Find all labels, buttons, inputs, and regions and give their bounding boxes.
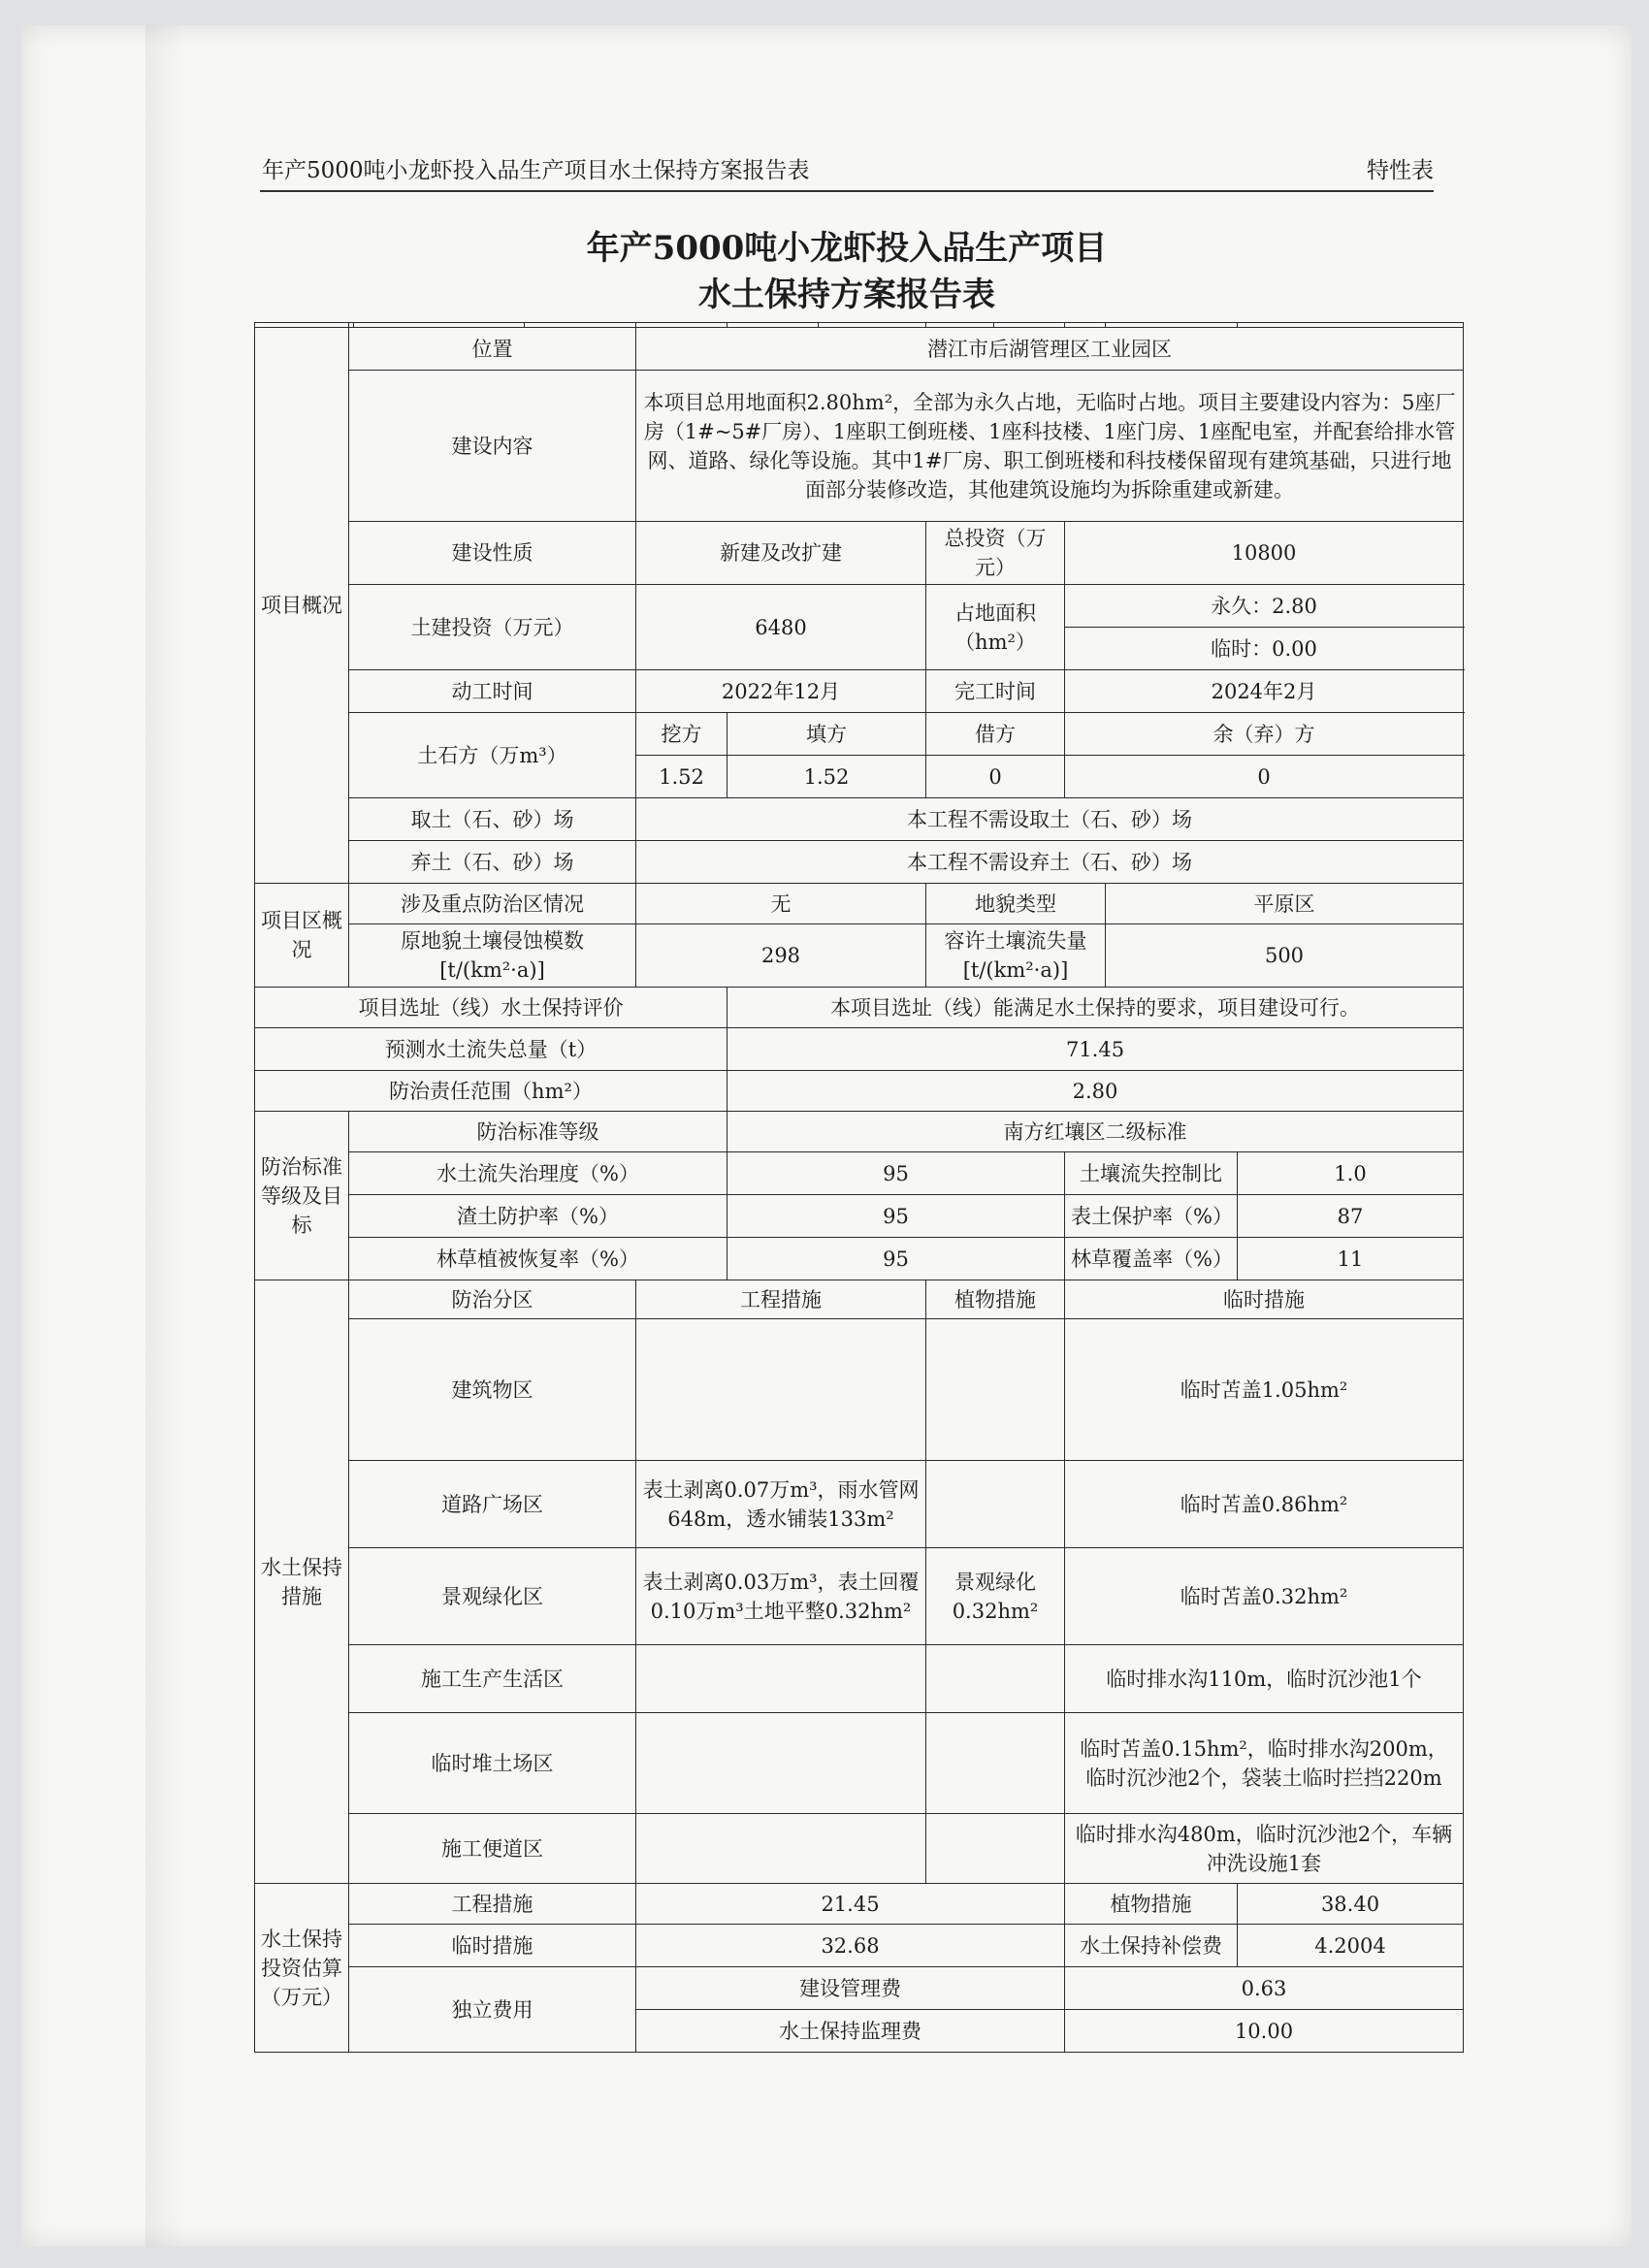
nature-label: 建设性质 — [349, 522, 636, 585]
earthwork-surplus: 0 — [1065, 756, 1464, 798]
area-label: 占地面积（hm²） — [926, 585, 1065, 670]
grade-label: 防治标准等级 — [349, 1112, 728, 1152]
landform-label: 地貌类型 — [926, 884, 1106, 924]
measures-temporary: 临时苫盖0.86hm² — [1065, 1461, 1464, 1548]
measures-plant — [926, 1645, 1065, 1713]
target-1-value: 95 — [728, 1152, 1065, 1195]
running-header-title: 年产5000吨小龙虾投入品生产项目水土保持方案报告表 — [262, 158, 810, 183]
end-label: 完工时间 — [926, 670, 1065, 713]
earthwork-excavation: 1.52 — [636, 756, 728, 798]
allowable-loss-text: 容许土壤流失量 — [944, 929, 1087, 953]
invest-supv-value: 10.00 — [1065, 2010, 1464, 2053]
target-1-label: 水土流失治理度（%） — [349, 1152, 728, 1195]
section-investment: 水土保持投资估算（万元） — [255, 1884, 349, 2053]
invest-supv-label: 水土保持监理费 — [636, 2010, 1065, 2053]
spoil-site-label: 弃土（石、砂）场 — [349, 841, 636, 884]
erosion-value: 298 — [636, 924, 926, 988]
measures-zone: 临时堆土场区 — [349, 1713, 636, 1814]
target-2b-label: 表土保护率（%） — [1065, 1195, 1238, 1238]
measures-engineering — [636, 1814, 926, 1884]
measures-engineering — [636, 1319, 926, 1461]
measures-temporary: 临时苫盖1.05hm² — [1065, 1319, 1464, 1461]
invest-temp-label: 临时措施 — [349, 1925, 636, 1967]
target-3-label: 林草植被恢复率（%） — [349, 1238, 728, 1280]
invest-temp-value: 32.68 — [636, 1925, 1065, 1967]
borrow-site-label: 取土（石、砂）场 — [349, 798, 636, 841]
measures-plant: 景观绿化0.32hm² — [926, 1548, 1065, 1645]
invest-mgmt-value: 0.63 — [1065, 1967, 1464, 2010]
measures-zone: 建筑物区 — [349, 1319, 636, 1461]
allowable-loss-label — [926, 924, 1106, 988]
measures-zone: 景观绿化区 — [349, 1548, 636, 1645]
start-label: 动工时间 — [349, 670, 636, 713]
measures-temporary: 临时苫盖0.32hm² — [1065, 1548, 1464, 1645]
predict-loss-value: 71.45 — [728, 1028, 1464, 1071]
total-invest-value: 10800 — [1065, 522, 1464, 585]
invest-plant-label: 植物措施 — [1065, 1884, 1238, 1925]
landform-value: 平原区 — [1106, 884, 1464, 924]
measures-temporary: 临时排水沟480m，临时沉沙池2个，车辆冲洗设施1套 — [1065, 1814, 1464, 1884]
nature-value: 新建及改扩建 — [636, 522, 926, 585]
earthwork-fill: 1.52 — [728, 756, 926, 798]
location-label: 位置 — [349, 328, 636, 371]
end-value: 2024年2月 — [1065, 670, 1464, 713]
resp-range-label: 防治责任范围（hm²） — [255, 1071, 728, 1112]
earthwork-col-excavation: 挖方 — [636, 713, 728, 756]
measures-temporary: 临时苫盖0.15hm²，临时排水沟200m，临时沉沙池2个，袋装土临时拦挡220m — [1065, 1713, 1464, 1814]
start-value: 2022年12月 — [636, 670, 926, 713]
invest-mgmt-label: 建设管理费 — [636, 1967, 1065, 2010]
site-eval-value: 本项目选址（线）能满足水土保持的要求，项目建设可行。 — [728, 988, 1464, 1028]
measures-header-zone: 防治分区 — [349, 1280, 636, 1319]
measures-header-engineering: 工程措施 — [636, 1280, 926, 1319]
location-value: 潜江市后湖管理区工业园区 — [636, 328, 1464, 371]
grade-value: 南方红壤区二级标准 — [728, 1112, 1464, 1152]
target-2-label: 渣土防护率（%） — [349, 1195, 728, 1238]
invest-eng-value: 21.45 — [636, 1884, 1065, 1925]
section-measures: 水土保持措施 — [255, 1280, 349, 1884]
measures-header-plant: 植物措施 — [926, 1280, 1065, 1319]
civil-invest-label: 土建投资（万元） — [349, 585, 636, 670]
key-zone-label: 涉及重点防治区情况 — [349, 884, 636, 924]
measures-plant — [926, 1319, 1065, 1461]
resp-range-value: 2.80 — [728, 1071, 1464, 1112]
measures-zone: 施工生产生活区 — [349, 1645, 636, 1713]
content-label: 建设内容 — [349, 371, 636, 522]
earthwork-col-fill: 填方 — [728, 713, 926, 756]
binding-fold — [146, 25, 184, 2247]
target-3b-label: 林草覆盖率（%） — [1065, 1238, 1238, 1280]
section-project-overview: 项目概况 — [255, 328, 349, 884]
earthwork-col-surplus: 余（弃）方 — [1065, 713, 1464, 756]
measures-plant — [926, 1461, 1065, 1548]
title-line-2: 水土保持方案报告表 — [698, 275, 995, 314]
erosion-label-text: 原地貌土壤侵蚀模数 — [401, 929, 584, 953]
measures-plant — [926, 1713, 1065, 1814]
measures-zone: 道路广场区 — [349, 1461, 636, 1548]
allowable-loss-value: 500 — [1106, 924, 1464, 988]
document-title — [260, 225, 1434, 318]
target-3-value: 95 — [728, 1238, 1065, 1280]
target-1b-value: 1.0 — [1238, 1152, 1464, 1195]
erosion-label — [349, 924, 636, 988]
section-standard: 防治标准等级及目标 — [255, 1112, 349, 1280]
civil-invest-value: 6480 — [636, 585, 926, 670]
running-header — [260, 151, 1434, 192]
invest-plant-value: 38.40 — [1238, 1884, 1464, 1925]
earthwork-label: 土石方（万m³） — [349, 713, 636, 798]
target-2-value: 95 — [728, 1195, 1065, 1238]
borrow-site-value: 本工程不需设取土（石、砂）场 — [636, 798, 1464, 841]
measures-engineering — [636, 1713, 926, 1814]
invest-eng-label: 工程措施 — [349, 1884, 636, 1925]
area-temporary: 临时：0.00 — [1065, 628, 1464, 670]
area-permanent: 永久：2.80 — [1065, 585, 1464, 628]
measures-header-temporary: 临时措施 — [1065, 1280, 1464, 1319]
measures-engineering: 表土剥离0.03万m³，表土回覆0.10万m³土地平整0.32hm² — [636, 1548, 926, 1645]
title-line-1: 年产5000吨小龙虾投入品生产项目 — [586, 229, 1108, 268]
target-3b-value: 11 — [1238, 1238, 1464, 1280]
measures-engineering: 表土剥离0.07万m³，雨水管网648m，透水铺装133m² — [636, 1461, 926, 1548]
site-eval-label: 项目选址（线）水土保持评价 — [255, 988, 728, 1028]
content-value: 本项目总用地面积2.80hm²，全部为永久占地，无临时占地。项目主要建设内容为：5座厂房（1#~5#厂房）、1座职工倒班楼、1座科技楼、1座门房、1座配电室，并配套给排水管网、道路、绿化等设施。其中1#厂房、职工倒班楼和科技楼保留现有建筑基础，只进行地面部分装修改造，其他建筑设施均为拆除重建或新建。 — [636, 371, 1464, 522]
invest-indep-label: 独立费用 — [349, 1967, 636, 2053]
key-zone-value: 无 — [636, 884, 926, 924]
spoil-site-value: 本工程不需设弃土（石、砂）场 — [636, 841, 1464, 884]
total-invest-label: 总投资（万元） — [926, 522, 1065, 585]
invest-comp-label: 水土保持补偿费 — [1065, 1925, 1238, 1967]
section-area-overview: 项目区概况 — [255, 884, 349, 988]
earthwork-col-borrow: 借方 — [926, 713, 1065, 756]
running-header-section: 特性表 — [1367, 158, 1434, 183]
measures-plant — [926, 1814, 1065, 1884]
measures-temporary: 临时排水沟110m，临时沉沙池1个 — [1065, 1645, 1464, 1713]
measures-engineering — [636, 1645, 926, 1713]
allowable-loss-unit: [t/(km²·a)] — [962, 958, 1069, 982]
target-1b-label: 土壤流失控制比 — [1065, 1152, 1238, 1195]
invest-comp-value: 4.2004 — [1238, 1925, 1464, 1967]
target-2b-value: 87 — [1238, 1195, 1464, 1238]
earthwork-borrow: 0 — [926, 756, 1065, 798]
predict-loss-label: 预测水土流失总量（t） — [255, 1028, 728, 1071]
characteristics-table — [254, 322, 1464, 2053]
measures-zone: 施工便道区 — [349, 1814, 636, 1884]
erosion-label-unit: [t/(km²·a)] — [439, 958, 545, 982]
